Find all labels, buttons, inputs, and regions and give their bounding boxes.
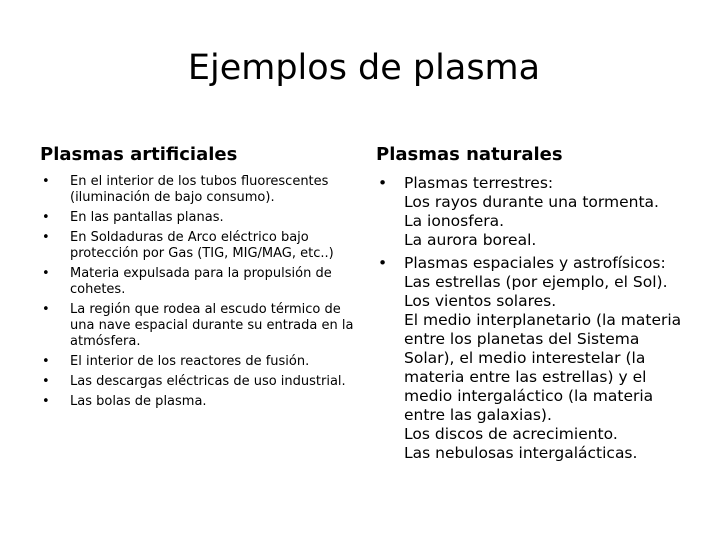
list-item [40,174,358,206]
list-item [40,354,358,370]
list-item [40,230,358,262]
list-item-line: Los rayos durante una tormenta. [404,193,659,211]
bullet-icon: • [42,266,50,281]
list-item-text: Las descargas eléctricas de uso industrial. [70,374,346,389]
bullet-icon: • [42,230,50,245]
bullet-icon: • [42,394,50,409]
list-item-terrestrial [376,174,694,250]
list-item-line: Las estrellas (por ejemplo, el Sol). [404,273,668,291]
list-item-line: La aurora boreal. [404,231,537,249]
list-item-text: En las pantallas planas. [70,210,224,225]
list-item-text: La región que rodea al escudo térmico de una nave espacial durante su entrada en la atmósfera. [70,302,354,349]
list-item-text: En el interior de los tubos fluorescentes (iluminación de bajo consumo). [70,174,329,205]
natural-plasmas-column [376,142,694,467]
bullet-icon: • [42,174,50,189]
list-item-line: Plasmas espaciales y astrofísicos: [404,254,666,272]
bullet-icon: • [378,174,388,192]
list-item [40,302,358,350]
list-item [40,266,358,298]
list-item-text: Las bolas de plasma. [70,394,207,409]
list-item-text: Materia expulsada para la propulsión de cohetes. [70,266,332,297]
list-item [40,374,358,390]
artificial-plasmas-list [40,174,358,410]
list-item-line: Las nebulosas intergalácticas. [404,444,638,462]
list-item-line: Los vientos solares. [404,292,557,310]
list-item-line: La ionosfera. [404,212,505,230]
bullet-icon: • [42,302,50,317]
artificial-plasmas-heading: Plasmas artificiales [40,144,238,165]
natural-plasmas-heading: Plasmas naturales [376,144,563,165]
list-item-line: El medio interplanetario (la materia entre los planetas del Sistema Solar), el medio interestelar (la materia entre las estrellas) y el medio intergaláctico (la materia entre las galaxias). [404,311,682,424]
slide-title: Ejemplos de plasma [187,48,541,88]
natural-plasmas-list [376,174,694,463]
list-item-line: Los discos de acrecimiento. [404,425,618,443]
bullet-icon: • [42,210,50,225]
list-item-space [376,254,694,463]
list-item [40,210,358,226]
list-item-line: Plasmas terrestres: [404,174,554,192]
bullet-icon: • [42,354,50,369]
list-item [40,394,358,410]
list-item-text: El interior de los reactores de fusión. [70,354,310,369]
artificial-plasmas-column [40,142,358,414]
bullet-icon: • [378,254,388,272]
list-item-text: En Soldaduras de Arco eléctrico bajo protección por Gas (TIG, MIG/MAG, etc..) [70,230,334,261]
bullet-icon: • [42,374,50,389]
